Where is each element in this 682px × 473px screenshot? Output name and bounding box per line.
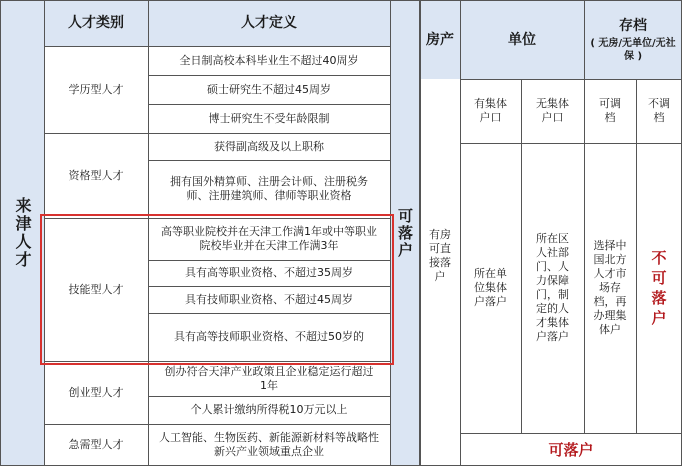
header-archive-title: 存档 [619,17,647,34]
header-category: 人才类别 [68,15,124,31]
body-no-collective: 所在区人社部门、人力保障门，制定的人才集体户落户 [536,232,569,343]
definition-row: 人工智能、生物医药、新能源新材料等战略性新兴产业领域重点企业 [159,431,379,458]
subheader-cannot-transfer: 不调档 [648,97,670,124]
subheader-can-transfer: 可调档 [599,97,621,124]
category-qualification: 资格型人才 [68,168,124,182]
category-urgent: 急需型人才 [68,438,124,451]
definition-row: 个人累计缴纳所得税10万元以上 [190,403,348,416]
definition-row: 具有高等职业资格、不超过35周岁 [185,266,353,279]
middle-label-can-settle: 可落户 [396,207,414,259]
category-skill: 技能型人才 [68,282,124,296]
body-house: 有房可直接落户 [429,228,451,283]
definition-row: 全日制高校本科毕业生不超过40周岁 [179,53,359,67]
definition-row: 具有技师职业资格、不超过45周岁 [185,292,353,306]
definition-row: 博士研究生不受年龄限制 [208,111,330,125]
header-house: 房产 [426,31,454,48]
body-has-collective: 所在单位集体户落户 [474,267,507,308]
category-entrepreneur: 创业型人才 [68,385,124,399]
definition-row: 硕士研究生不超过45周岁 [207,82,331,96]
header-archive [584,0,682,79]
definition-row: 具有高等技师职业资格、不超过50岁的 [174,330,364,343]
definition-row: 高等职业院校并在天津工作满1年或中等职业院校毕业并在天津工作满3年 [161,225,377,252]
header-definition: 人才定义 [241,15,297,31]
footer-can-settle: 可落户 [548,440,594,459]
category-academic: 学历型人才 [68,82,124,96]
definition-row: 拥有国外精算师、注册会计师、注册税务师、注册建筑师、律师等职业资格 [170,175,368,202]
skill-talent-highlight [40,214,394,365]
definition-row: 获得副高级及以上职称 [214,139,324,153]
header-unit: 单位 [508,31,536,48]
subheader-no-collective: 无集体户口 [536,97,569,124]
header-archive-note: ( 无房/无单位/无社保 ) [590,37,676,62]
subheader-has-collective: 有集体户口 [474,97,507,124]
body-can-transfer: 选择中国北方人才市场存档，再办理集体户 [593,239,627,336]
body-cannot-transfer: 不可落户 [651,249,667,327]
side-label-talent: 来津人才 [13,197,32,269]
definition-row: 创办符合天津产业政策且企业稳定运行超过1年 [164,364,374,392]
